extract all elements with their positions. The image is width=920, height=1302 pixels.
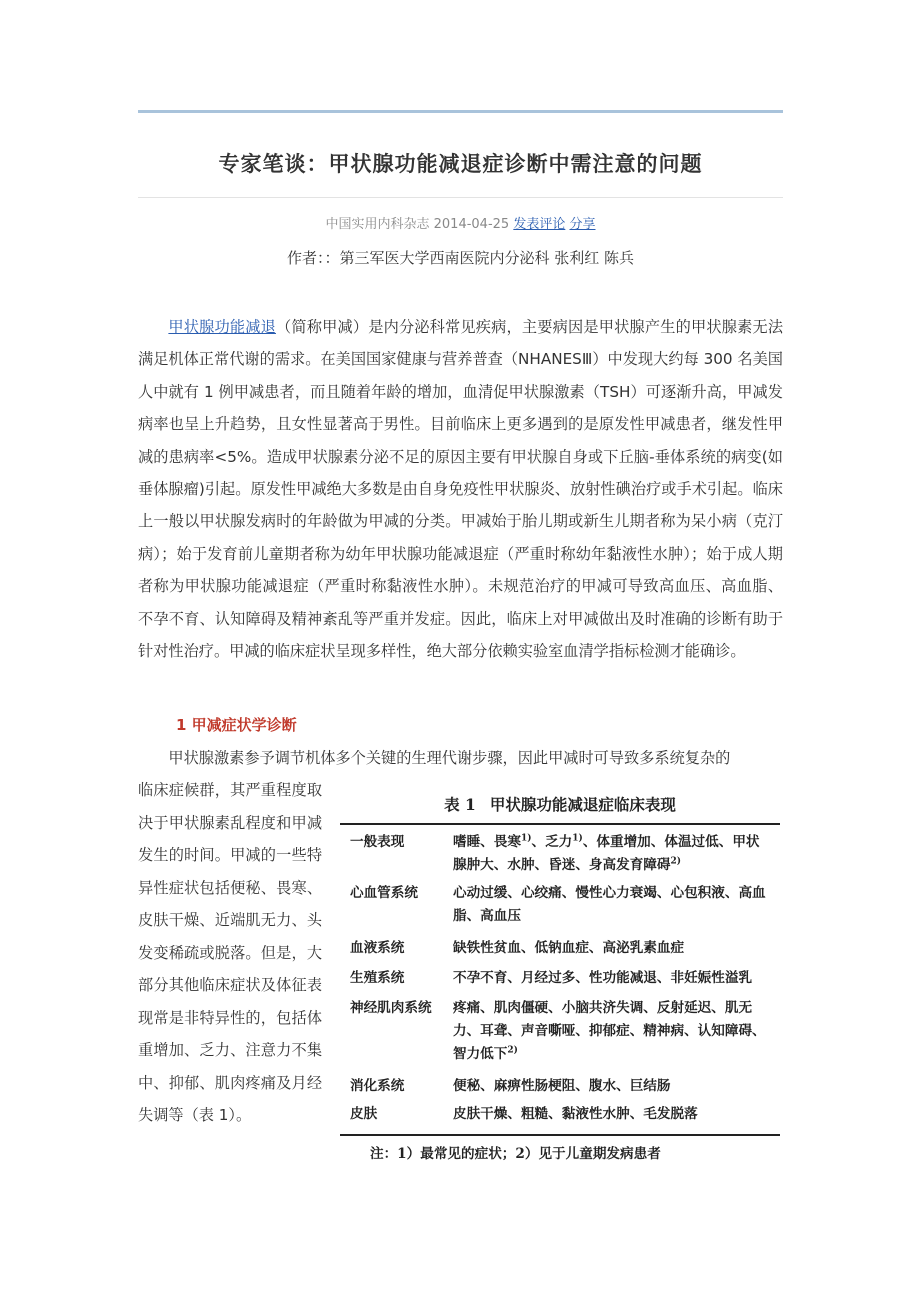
table-cell-system: 消化系统 — [350, 1078, 405, 1094]
table-cell-symptoms: 心动过缓、心绞痛、慢性心力衰竭、心包积液、高血脂、高血压 — [453, 885, 766, 924]
footnote-marker: 1) — [520, 833, 532, 844]
section-heading: 1 甲减症状学诊断 — [176, 716, 297, 734]
article-meta — [138, 213, 783, 232]
hypothyroidism-link[interactable]: 甲状腺功能减退 — [168, 318, 276, 336]
table-title — [340, 793, 780, 817]
table-cell-system: 血液系统 — [350, 940, 405, 956]
table-row — [340, 967, 780, 997]
table-row — [340, 1103, 780, 1135]
table-cell-system: 一般表现 — [350, 834, 405, 850]
title-divider — [138, 197, 783, 198]
table-cell-system: 心血管系统 — [350, 885, 418, 901]
footnote-marker: 2) — [670, 856, 682, 867]
share-link[interactable]: 分享 — [569, 217, 596, 232]
top-divider — [138, 110, 783, 113]
table-cell-symptoms: 疼痛、肌肉僵硬、小脑共济失调、反射延迟、肌无力、耳聋、声音嘶哑、抑郁症、精神病、认知障碍、智力低下$^{2)}$ — [453, 1000, 766, 1062]
table-row — [340, 824, 780, 882]
table-row — [340, 882, 780, 937]
article-author: 作者：：第三军医大学西南医院内分泌科 张利红 陈兵 — [286, 249, 635, 267]
table-cell-symptoms: 皮肤干燥、粗糙、黏液性水肿、毛发脱落 — [453, 1106, 698, 1122]
table-caption: 甲状腺功能减退症临床表现 — [489, 795, 676, 814]
symptom-table — [340, 823, 780, 1136]
article-title: 专家笔谈：甲状腺功能减退症诊断中需注意的问题 — [218, 152, 703, 176]
intro-text: （简称甲减）是内分泌科常见疾病，主要病因是甲状腺产生的甲状腺素无法满足机体正常代谢的需求。在美国国家健康与营养普查（NHANESⅢ）中发现大约每 300 名美国人中就有 1 例甲减患者，而且随着年龄的增加，血清促甲状腺激素（TSH）可逐渐升高，甲减发病率也呈上升趋势，且女性显著高于男性。目前临床上更多遇到的是原发性甲减患者，继发性甲减的患病率<5%。造成甲状腺素分泌不足的原因主要有甲状腺自身或下丘脑-垂体系统的病变(如垂体腺瘤)引起。原发性甲减绝大多数是由自身免疫性甲状腺炎、放射性碘治疗或手术引起。临床上一般以甲状腺发病时的年龄做为甲减的分类。甲减始于胎儿期或新生儿期者称为呆小病（克汀病）；始于发育前儿童期者称为幼年甲状腺功能减退症（严重时称幼年黏液性水肿）；始于成人期者称为甲状腺功能减退症（严重时称黏液性水肿）。未规范治疗的甲减可导致高血压、高血脂、不孕不育、认知障碍及精神紊乱等严重并发症。因此，临床上对甲减做出及时准确的诊断有助于针对性治疗。甲减的临床症状呈现多样性，绝大部分依赖实验室血清学指标检测才能确诊。 — [138, 318, 784, 661]
table-note: 注：1）最常见的症状；2）见于儿童期发病患者 — [370, 1146, 661, 1162]
article-source: 中国实用内科杂志 2014-04-25 — [325, 217, 510, 232]
footnote-marker: 1) — [572, 833, 583, 844]
table-cell-symptoms: 缺铁性贫血、低钠血症、高泌乳素血症 — [453, 940, 685, 956]
table-cell-symptoms: 嗜睡、畏寒$^{1)}$、乏力$^{1)}$、体重增加、体温过低、甲状腺肿大、水肿、昏迷、身高发育障碍$^{2)}$ — [453, 833, 760, 873]
table-cell-system: 生殖系统 — [350, 970, 405, 986]
table-row — [340, 1075, 780, 1103]
table-cell-system: 神经肌肉系统 — [350, 1000, 432, 1016]
section-side-paragraph: 临床症候群，其严重程度取决于甲状腺素乱程度和甲减发生的时间。甲减的一些特异性症状包括便秘、畏寒、皮肤干燥、近端肌无力、头发变稀疏或脱落。但是，大部分其他临床症状及体征表现常是非特异性的，包括体重增加、乏力、注意力不集中、抑郁、肌肉疼痛及月经失调等（表 1）。 — [138, 781, 322, 1124]
table-cell-symptoms: 便秘、麻痹性肠梗阻、腹水、巨结肠 — [453, 1078, 671, 1094]
comment-link[interactable]: 发表评论 — [513, 217, 566, 232]
clinical-table — [340, 793, 780, 1162]
table-number: 表 1 — [444, 795, 476, 814]
section-lead-paragraph: 甲状腺激素参予调节机体多个关键的生理代谢步骤，因此甲减时可导致多系统复杂的 — [168, 749, 731, 767]
intro-paragraph — [138, 311, 783, 667]
table-row — [340, 937, 780, 967]
table-cell-symptoms: 不孕不育、月经过多、性功能减退、非妊娠性溢乳 — [453, 970, 753, 986]
table-cell-system: 皮肤 — [350, 1106, 378, 1122]
table-row — [340, 997, 780, 1075]
footnote-marker: 2) — [507, 1045, 518, 1056]
